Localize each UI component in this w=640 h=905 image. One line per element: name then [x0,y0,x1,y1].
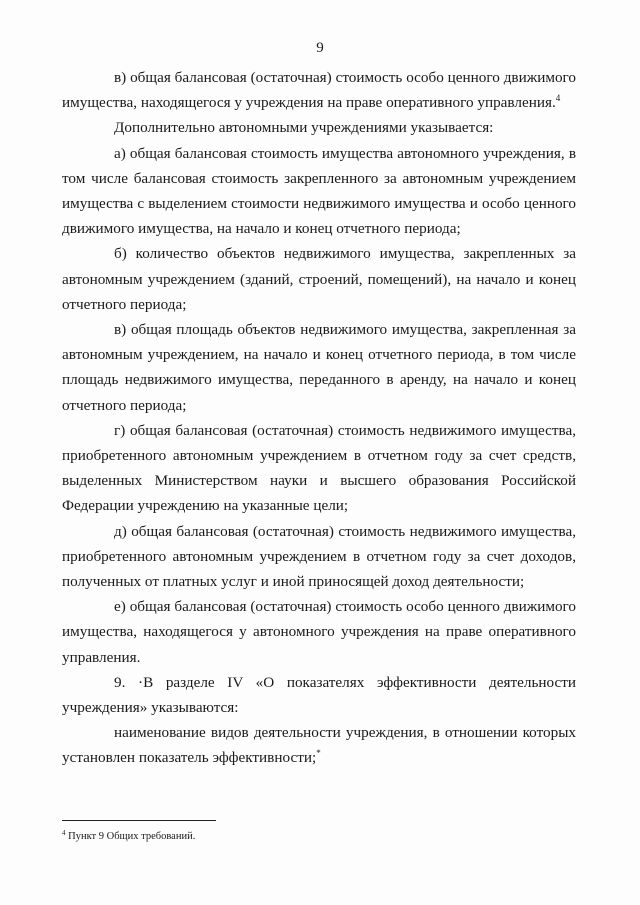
paragraph-text: в) общая балансовая (остаточная) стоимость особо ценного движимого имущества, находящегося у учреждения на праве оперативного управления. [62,69,576,112]
paragraph-text: Дополнительно автономными учреждениями указывается: [114,119,494,137]
footnote-separator [62,820,216,821]
footnote-ref: 4 [555,93,561,104]
paragraph-item-b [62,241,576,317]
paragraph-text: д) общая балансовая (остаточная) стоимость недвижимого имущества, приобретенного автономным учреждением в отчетном году за счет доходов, полученных от платных услуг и иной приносящей доход деятельности; [62,522,576,591]
paragraph-item-e [62,594,576,670]
document-body [62,65,576,771]
paragraph-text: г) общая балансовая (остаточная) стоимость недвижимого имущества, приобретенного автономным учреждением в отчетном году за счет средств, выделенных Министерством науки и высшего образования Российской Федерации учреждению на указанные цели; [62,421,576,515]
paragraph-text: а) общая балансовая стоимость имущества автономного учреждения, в том числе балансовая стоимость закрепленного за автономным учреждением имущества с выделением стоимости недвижимого имущества и особо ценного движимого имущества, на начало и конец отчетного периода; [62,144,576,238]
paragraph-item-d [62,519,576,595]
footnote [62,830,195,844]
paragraph-item-g [62,418,576,519]
paragraph-text: б) количество объектов недвижимого имущества, закрепленных за автономным учреждением (зданий, строений, помещений), на начало и конец отчетного периода; [62,245,576,313]
paragraph-item-v-movable-property [62,65,576,115]
paragraph-item-v-area [62,317,576,418]
footnote-text: Пункт 9 Общих требований. [65,831,196,842]
paragraph-text: наименование видов деятельности учреждения, в отношении которых установлен показатель эффективности; [62,724,576,767]
paragraph-text: 9. ·В разделе IV «О показателях эффективности деятельности учреждения» указываются: [62,673,576,717]
paragraph-item-a [62,141,576,242]
paragraph-autonomous-intro [62,115,576,140]
paragraph-text: в) общая площадь объектов недвижимого имущества, закрепленная за автономным учреждением, на начало и конец отчетного периода, в том числе площадь недвижимого имущества, переданного в аренду, на начало и конец отчетного периода; [62,321,576,414]
paragraph-activity-types [62,720,576,770]
page-number: 9 [316,40,324,56]
paragraph-text: е) общая балансовая (остаточная) стоимость особо ценного движимого имущества, находящегося у автономного учреждения на праве оперативного управления. [62,598,576,666]
paragraph-section-9 [62,670,576,720]
footnote-ref: * [316,748,321,759]
footnote-marker: 4 [62,829,66,837]
